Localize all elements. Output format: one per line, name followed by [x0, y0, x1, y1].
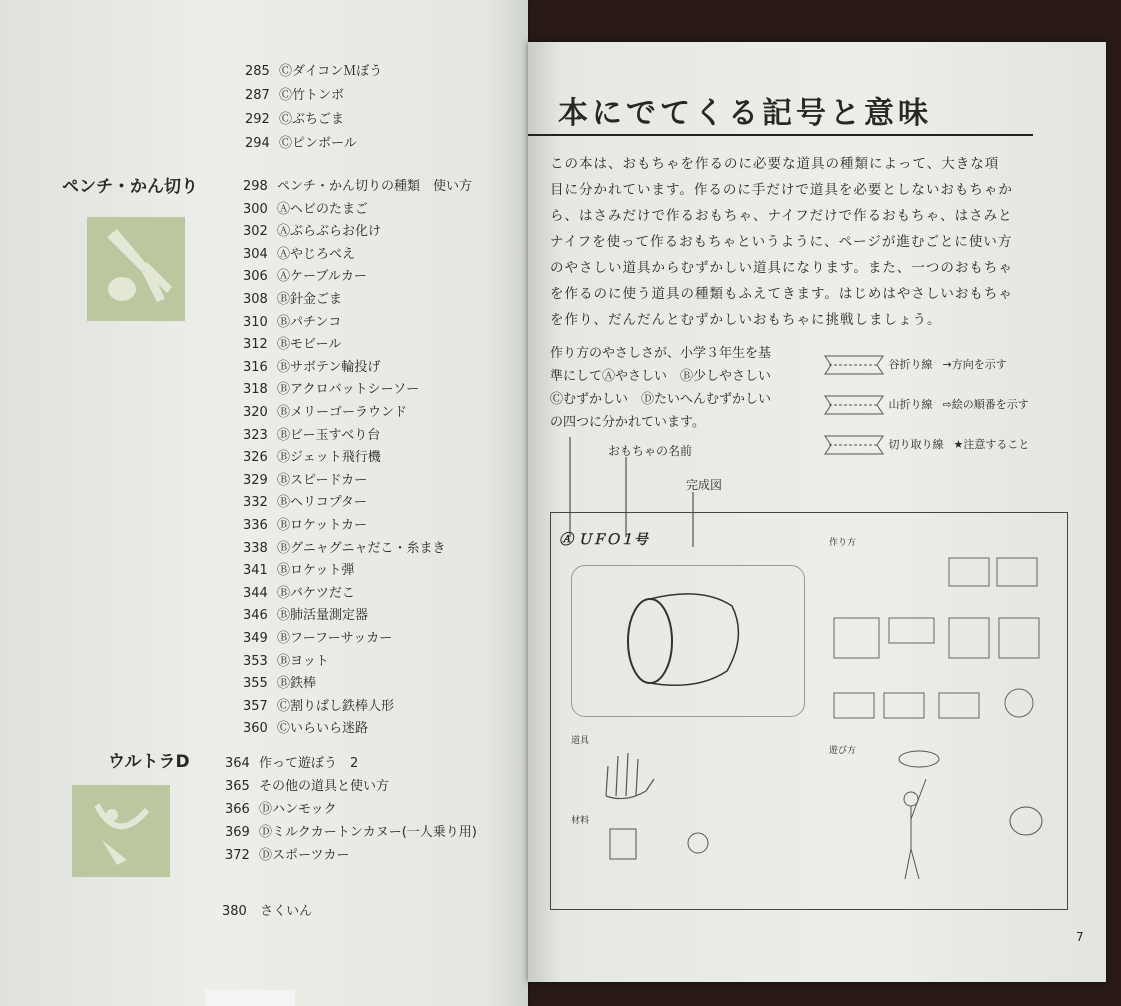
- fold-line-icon: [823, 432, 885, 458]
- pliers-icon: [87, 217, 185, 321]
- toc-title: Ⓑ肺活量測定器: [277, 608, 369, 624]
- toc-title: Ⓒ竹トンボ: [279, 88, 345, 103]
- right-page: [528, 42, 1106, 982]
- toc-num: 306: [243, 269, 268, 285]
- intro-line: を作るのに使う道具の種類もふえてきます。はじめはやさしいおもちゃ: [550, 286, 1013, 302]
- left-page: [0, 0, 528, 1006]
- fold-line-icon: [823, 392, 885, 418]
- toc-row: [245, 108, 344, 127]
- toc-num: 316: [243, 359, 268, 375]
- toc-title: Ⓐヘビのたまご: [277, 201, 369, 217]
- tools-label: 道具: [571, 736, 590, 746]
- toc-row: [243, 672, 316, 691]
- toc-title: Ⓑアクロバットシーソー: [277, 382, 420, 398]
- toc-title: Ⓑモビール: [277, 337, 342, 353]
- intro-line: ら、はさみだけで作るおもちゃ、ナイフだけで作るおもちゃ、はさみと: [550, 208, 1013, 224]
- toc-title: Ⓓミルクカートンカヌー(一人乗り用): [259, 825, 477, 840]
- toc-row: [245, 84, 344, 103]
- howto-label: 作り方: [829, 538, 857, 548]
- toc-title: Ⓒぶちごま: [279, 112, 345, 127]
- toc-row: [243, 514, 367, 533]
- toc-num: 336: [243, 518, 268, 533]
- toc-num: 338: [243, 540, 268, 556]
- fold-line-icon: [823, 352, 885, 378]
- toc-row: [243, 717, 368, 736]
- intro-line: 目に分かれています。作るのに手だけで道具を必要としないおもちゃか: [550, 182, 1013, 198]
- page-number: 7: [1076, 930, 1084, 944]
- toc-num: 285: [245, 64, 270, 79]
- toc-row: [243, 650, 329, 669]
- toc-row: [225, 775, 389, 794]
- toc-title: Ⓑヨット: [277, 653, 329, 669]
- toc-num: 310: [243, 314, 268, 330]
- toc-row: [243, 288, 342, 307]
- toc-title: Ⓐケーブルカー: [277, 269, 367, 285]
- materials-icon: [606, 823, 716, 873]
- materials-label: 材料: [571, 816, 590, 826]
- toc-num: 360: [243, 721, 268, 737]
- toc-index-row: [222, 900, 312, 919]
- toc-row: [243, 559, 354, 578]
- steps-diagram: [829, 553, 1054, 743]
- toc-num: 329: [243, 472, 268, 488]
- legend-row: [823, 352, 1007, 378]
- difficulty-line: Ⓒむずかしい Ⓓたいへんむずかしい: [550, 392, 772, 407]
- toc-num: 332: [243, 495, 268, 511]
- toc-num: 372: [225, 848, 250, 863]
- section-label-ultra: ウルトラD: [108, 752, 190, 772]
- play-label: 遊び方: [829, 746, 857, 756]
- callout-finished: 完成図: [686, 478, 723, 492]
- play-diagram: [831, 739, 1056, 889]
- section-label-pliers: ペンチ・かん切り: [62, 177, 198, 197]
- toc-row: [243, 582, 355, 601]
- toc-row: [243, 356, 380, 375]
- toc-num: 369: [225, 825, 250, 840]
- hammock-icon: [72, 785, 170, 877]
- toc-row: [243, 378, 419, 397]
- toc-title: Ⓐぶらぶらお化け: [277, 224, 382, 240]
- legend-label: 切り取り線: [888, 438, 944, 451]
- legend-meaning: ★注意すること: [953, 438, 1030, 451]
- toc-num: 312: [243, 337, 268, 353]
- callout-toy-name: おもちゃの名前: [608, 444, 693, 458]
- toc-row: [243, 175, 472, 194]
- toc-row: [245, 132, 357, 151]
- toc-num: 355: [243, 676, 268, 692]
- toc-num: 380: [222, 904, 247, 919]
- toc-row: [225, 844, 349, 863]
- hand-icon: [596, 741, 656, 801]
- legend-label: 山折り線: [888, 398, 933, 411]
- toc-num: 304: [243, 246, 268, 262]
- toc-title: Ⓑスピードカー: [277, 472, 368, 488]
- toc-title: Ⓒいらいら迷路: [277, 721, 369, 737]
- toc-row: [243, 627, 392, 646]
- toc-num: 349: [243, 631, 268, 646]
- toc-title: Ⓑフーフーサッカー: [277, 631, 393, 646]
- toc-row: [243, 265, 367, 284]
- difficulty-line: 準にしてⒶやさしい Ⓑ少しやさしい: [550, 369, 772, 384]
- toc-row: [243, 333, 341, 352]
- toc-row: [243, 469, 367, 488]
- toc-title: 作って遊ぼう 2: [259, 756, 359, 771]
- toc-num: 308: [243, 292, 268, 307]
- toc-num: 366: [225, 802, 250, 817]
- toc-title: さくいん: [260, 904, 313, 919]
- intro-line: ナイフを使って作るおもちゃというように、ページが進むごとに使い方: [550, 234, 1013, 250]
- toc-row: [243, 311, 341, 330]
- legend-row: [823, 432, 1029, 458]
- toc-num: 302: [243, 224, 268, 240]
- toc-title: Ⓑ針金ごま: [277, 292, 343, 307]
- toc-title: その他の道具と使い方: [259, 779, 390, 794]
- toc-row: [245, 60, 382, 79]
- toc-row: [243, 243, 355, 262]
- toc-num: 346: [243, 608, 268, 624]
- toc-title: Ⓑヘリコプター: [277, 495, 367, 511]
- toc-num: 326: [243, 450, 268, 466]
- legend-meaning: ⇨絵の順番を示す: [942, 398, 1029, 411]
- difficulty-line: 作り方のやさしさが、小学３年生を基: [550, 346, 772, 361]
- toc-num: 341: [243, 563, 268, 579]
- ufo-tube-illustration: [572, 566, 804, 716]
- page-title: 本にでてくる記号と意味: [558, 96, 932, 131]
- legend-meaning: →方向を示す: [942, 358, 1007, 371]
- toc-num: 353: [243, 653, 268, 669]
- toc-num: 300: [243, 201, 268, 217]
- toc-title: Ⓓスポーツカー: [259, 848, 350, 863]
- sample-page-box: [550, 512, 1068, 910]
- finished-illustration-frame: [571, 565, 805, 717]
- toc-num: 323: [243, 427, 268, 443]
- legend-row: [823, 392, 1029, 418]
- intro-line: のやさしい道具からむずかしい道具になります。また、一つのおもちゃ: [550, 260, 1013, 276]
- difficulty-line: の四つに分かれています。: [550, 415, 705, 430]
- toc-num: 344: [243, 585, 268, 601]
- intro-line: この本は、おもちゃを作るのに必要な道具の種類によって、大きな項: [550, 156, 1000, 172]
- toc-row: [243, 198, 368, 217]
- toc-title: Ⓑジェット飛行機: [277, 450, 381, 466]
- toc-row: [243, 537, 445, 556]
- toc-title: Ⓑバケツだこ: [277, 585, 355, 601]
- toc-title: Ⓑグニャグニャだこ・糸まき: [277, 540, 446, 556]
- toc-title: Ⓓハンモック: [259, 802, 337, 817]
- toc-title: ⒸダイコンＭぼう: [279, 64, 383, 79]
- toc-title: Ⓒピンボール: [279, 136, 357, 151]
- toc-row: [243, 424, 380, 443]
- toc-title: Ⓑメリーゴーラウンド: [277, 405, 408, 420]
- legend-label: 谷折り線: [888, 358, 933, 371]
- toc-row: [243, 491, 367, 510]
- toc-title: Ⓑロケット弾: [277, 563, 355, 579]
- toc-title: Ⓑパチンコ: [277, 314, 342, 330]
- toc-num: 357: [243, 698, 268, 714]
- toc-row: [225, 821, 477, 840]
- toc-title: Ⓑロケットカー: [277, 518, 367, 533]
- toc-title: Ⓐやじろべえ: [277, 246, 356, 262]
- toc-title: Ⓑ鉄棒: [277, 676, 317, 692]
- toc-num: 294: [245, 136, 270, 151]
- toc-row: [243, 695, 394, 714]
- toc-row: [243, 446, 381, 465]
- toc-title: Ⓒ割りばし鉄棒人形: [277, 698, 395, 714]
- toc-num: 318: [243, 382, 268, 398]
- toc-num: 292: [245, 112, 270, 127]
- title-rule: [528, 134, 1033, 136]
- toc-row: [243, 220, 381, 239]
- toc-num: 320: [243, 405, 268, 420]
- toc-num: 364: [225, 756, 250, 771]
- intro-line: を作り、だんだんとむずかしいおもちゃに挑戦しましょう。: [550, 312, 942, 328]
- toc-row: [225, 798, 337, 817]
- toc-title: Ⓑビー玉すべり台: [277, 427, 381, 443]
- sample-title: Ⓐ ＵＦＯ１号: [559, 532, 648, 548]
- toc-num: 287: [245, 88, 270, 103]
- toc-num: 365: [225, 779, 250, 794]
- toc-title: ペンチ・かん切りの種類 使い方: [277, 179, 473, 194]
- toc-row: [243, 604, 368, 623]
- toc-num: 298: [243, 179, 268, 194]
- bookmark-strip: [205, 990, 295, 1006]
- toc-row: [225, 752, 358, 771]
- toc-title: Ⓑサボテン輪投げ: [277, 359, 381, 375]
- toc-row: [243, 401, 407, 420]
